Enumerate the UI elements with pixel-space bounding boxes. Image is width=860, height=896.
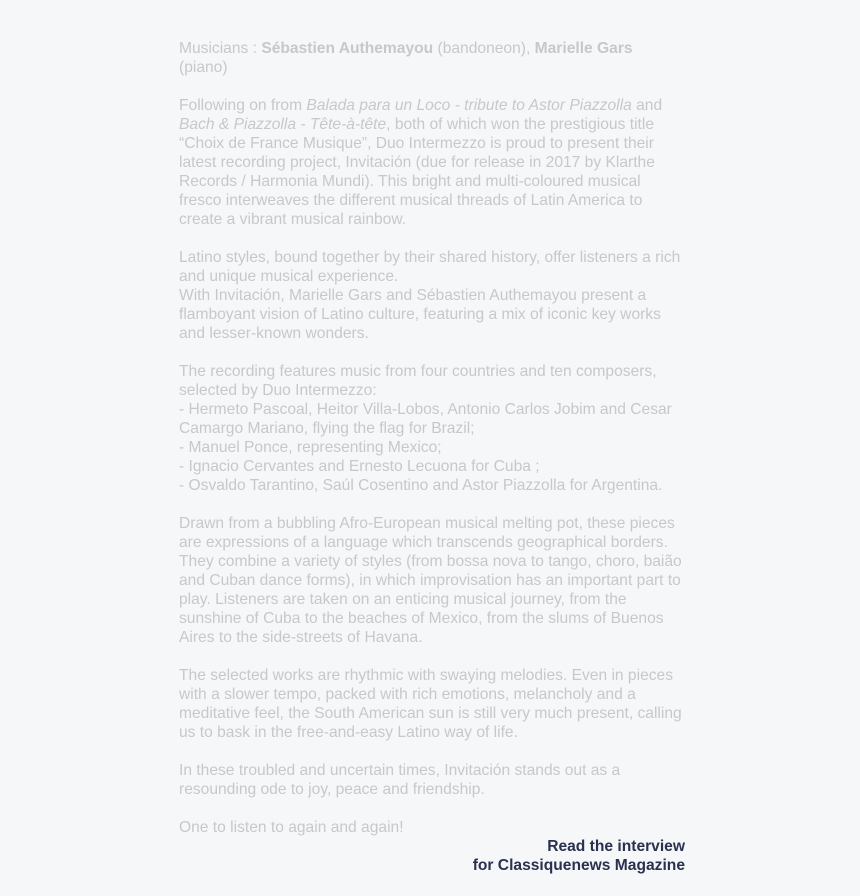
intro-paragraph: [179, 96, 685, 229]
list-item: - Hermeto Pascoal, Heitor Villa-Lobos, Antonio Carlos Jobim and Cesar Camargo Mariano, flying the flag for Brazil;: [179, 401, 672, 437]
recording-paragraph: [179, 362, 685, 495]
intro-and: and: [631, 97, 663, 114]
intro-lead: Following on from: [179, 97, 307, 114]
latino-line-1: Latino styles, bound together by their shared history, offer listeners a rich and unique musical experience.: [179, 249, 681, 285]
read-interview-link[interactable]: [179, 837, 685, 875]
article-body: [179, 39, 685, 875]
latino-paragraph: [179, 248, 685, 343]
read-interview-link-line-2: for Classiquenews Magazine: [472, 857, 685, 874]
list-item: - Osvaldo Tarantino, Saúl Cosentino and Astor Piazzolla for Argentina.: [179, 477, 663, 494]
musician-role-bandoneon: (bandoneon),: [433, 40, 535, 57]
list-item: - Ignacio Cervantes and Ernesto Lecuona for Cuba ;: [179, 458, 540, 475]
closing-line: One to listen to again and again!: [179, 819, 404, 836]
intro-rest: , both of which won the prestigious title “Choix de France Musique”, Duo Intermezzo is proud to present their latest recording project, Invitación (due for release in 2017 by Klarthe Records / Harmonia Mundi). This bright and multi-coloured musical fresco interweaves the different musical threads of Latin America to create a vibrant musical rainbow.: [179, 116, 655, 228]
recording-intro: The recording features music from four countries and ten composers, selected by Duo Intermezzo:: [179, 363, 657, 399]
selected-works-paragraph: The selected works are rhythmic with swaying melodies. Even in pieces with a slower tempo, packed with rich emotions, melancholy and a meditative feel, the South American sun is still very much present, calling us to bask in the free-and-easy Latino way of life.: [179, 667, 682, 741]
list-item: - Manuel Ponce, representing Mexico;: [179, 439, 442, 456]
latino-line-2: With Invitación, Marielle Gars and Sébastien Authemayou present a flamboyant vision of Latino culture, featuring a mix of iconic key works and lesser-known wonders.: [179, 287, 661, 342]
album-title-bach-piazzolla: Bach & Piazzolla - Tête-à-tête: [179, 116, 387, 133]
musician-name-authemayou: Sébastien Authemayou: [261, 40, 434, 57]
read-interview-link-line-1: Read the interview: [547, 838, 685, 855]
musician-name-gars: Marielle Gars: [534, 40, 633, 57]
melting-pot-paragraph: Drawn from a bubbling Afro-European musical melting pot, these pieces are expressions of a language which transcends geographical borders. They combine a variety of styles (from bossa nova to tango, choro, baião and Cuban dance forms), in which improvisation has an important part to play. Listeners are taken on an enticing musical journey, from the sunshine of Cuba to the beaches of Mexico, from the slums of Buenos Aires to the side-streets of Havana.: [179, 515, 682, 646]
musicians-line: [179, 39, 685, 77]
musicians-prefix: Musicians :: [179, 40, 262, 57]
musician-role-piano: (piano): [179, 59, 228, 76]
troubled-times-paragraph: In these troubled and uncertain times, Invitación stands out as a resounding ode to joy, peace and friendship.: [179, 762, 621, 798]
album-title-balada: Balada para un Loco - tribute to Astor Piazzolla: [306, 97, 632, 114]
